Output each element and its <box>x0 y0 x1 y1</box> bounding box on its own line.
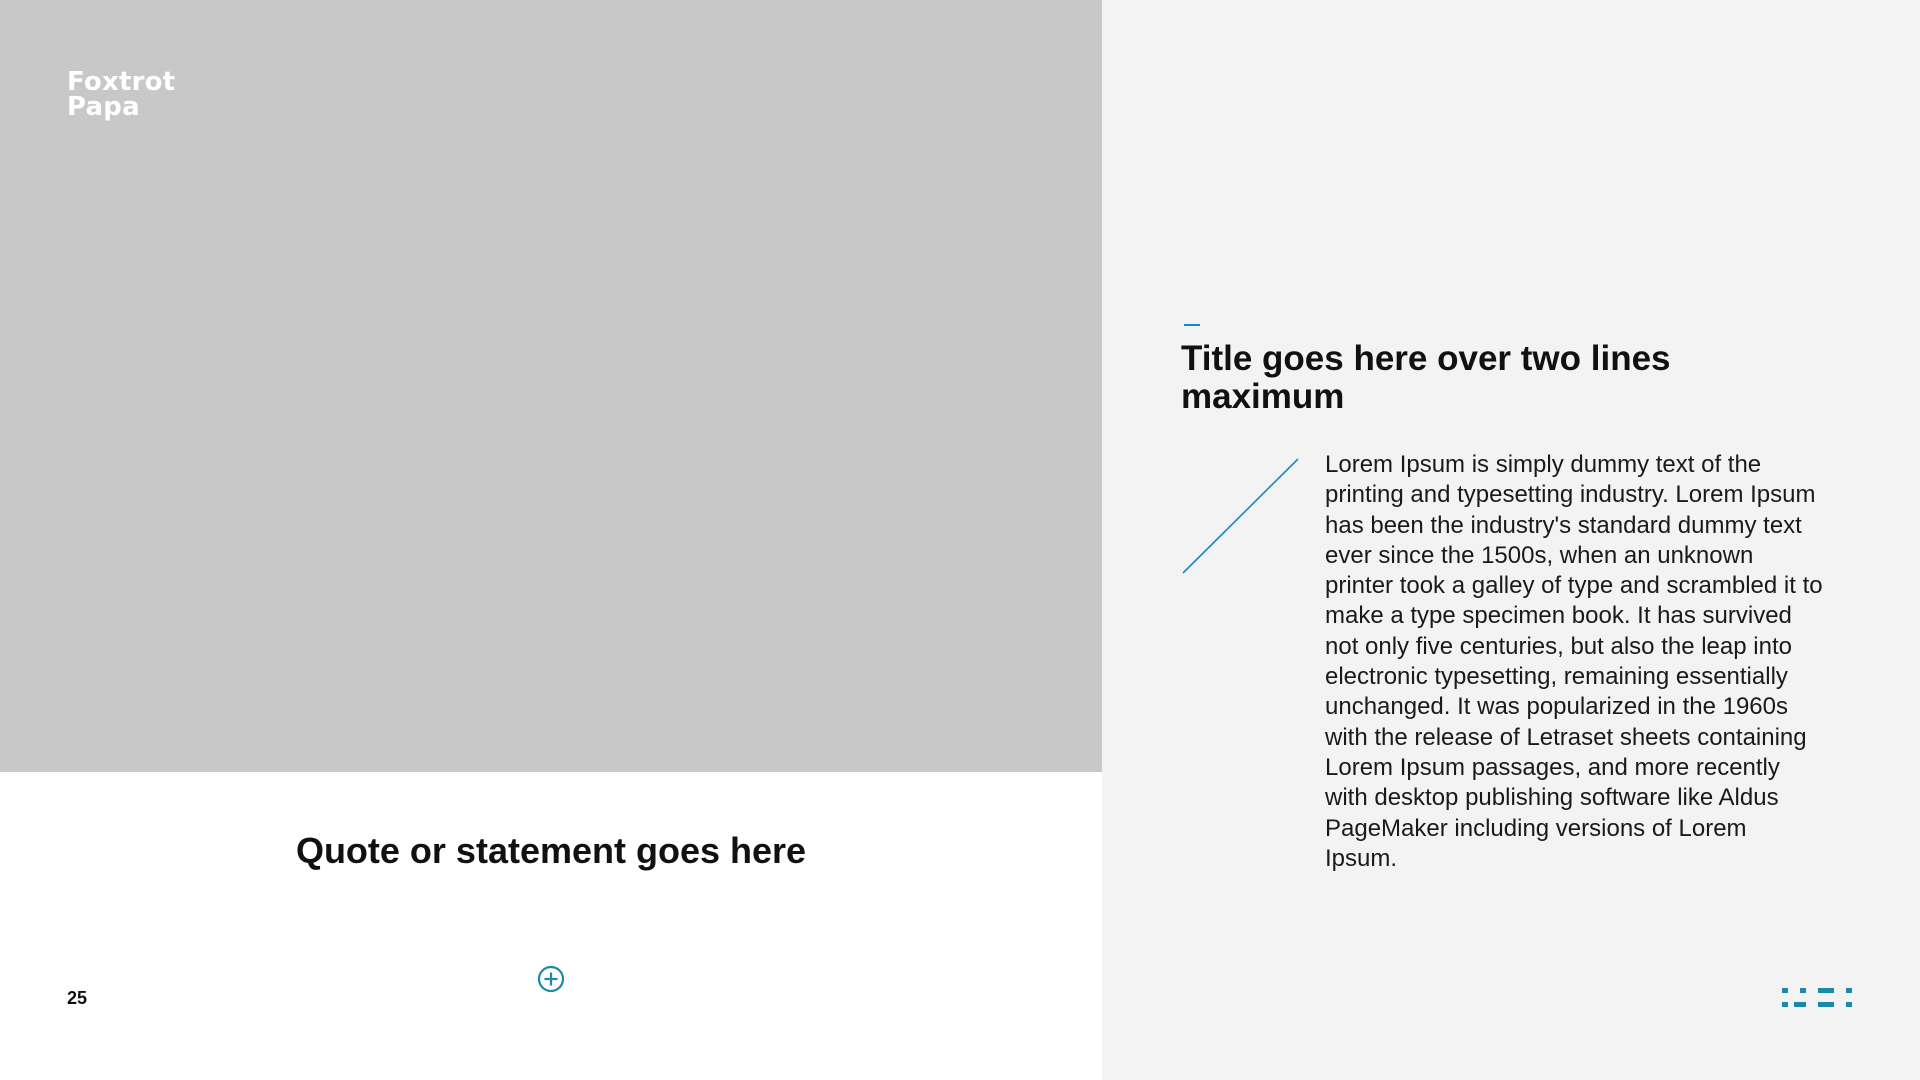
accent-dash <box>1184 324 1200 326</box>
page-number: 25 <box>67 988 88 1008</box>
logo-line-1: Foxtrot <box>67 67 176 97</box>
quote-area <box>0 772 1102 1080</box>
logo <box>67 67 176 122</box>
quote-text: Quote or statement goes here <box>295 830 807 871</box>
image-placeholder[interactable] <box>0 0 1102 772</box>
plus-circle-icon[interactable] <box>537 965 565 993</box>
brand-mark-icon <box>1782 988 1852 1010</box>
diagonal-accent-line <box>1180 456 1302 578</box>
logo-line-2: Papa <box>67 92 140 122</box>
body-text: Lorem Ipsum is simply dummy text of the printing and typesetting industry. Lorem Ipsum has been the industry's standard dummy text ever since the 1500s, when an unknown printer took a galley of type and scrambled it to make a type specimen book. It has survived not only five centuries, but also the leap into electronic typesetting, remaining essentially unchanged. It was popularized in the 1960s with the release of Letraset sheets containing Lorem Ipsum passages, and more recently with desktop publishing software like Aldus PageMaker including versions of Lorem Ipsum. <box>1325 451 1823 872</box>
slide-title: Title goes here over two lines maximum <box>1181 339 1671 416</box>
